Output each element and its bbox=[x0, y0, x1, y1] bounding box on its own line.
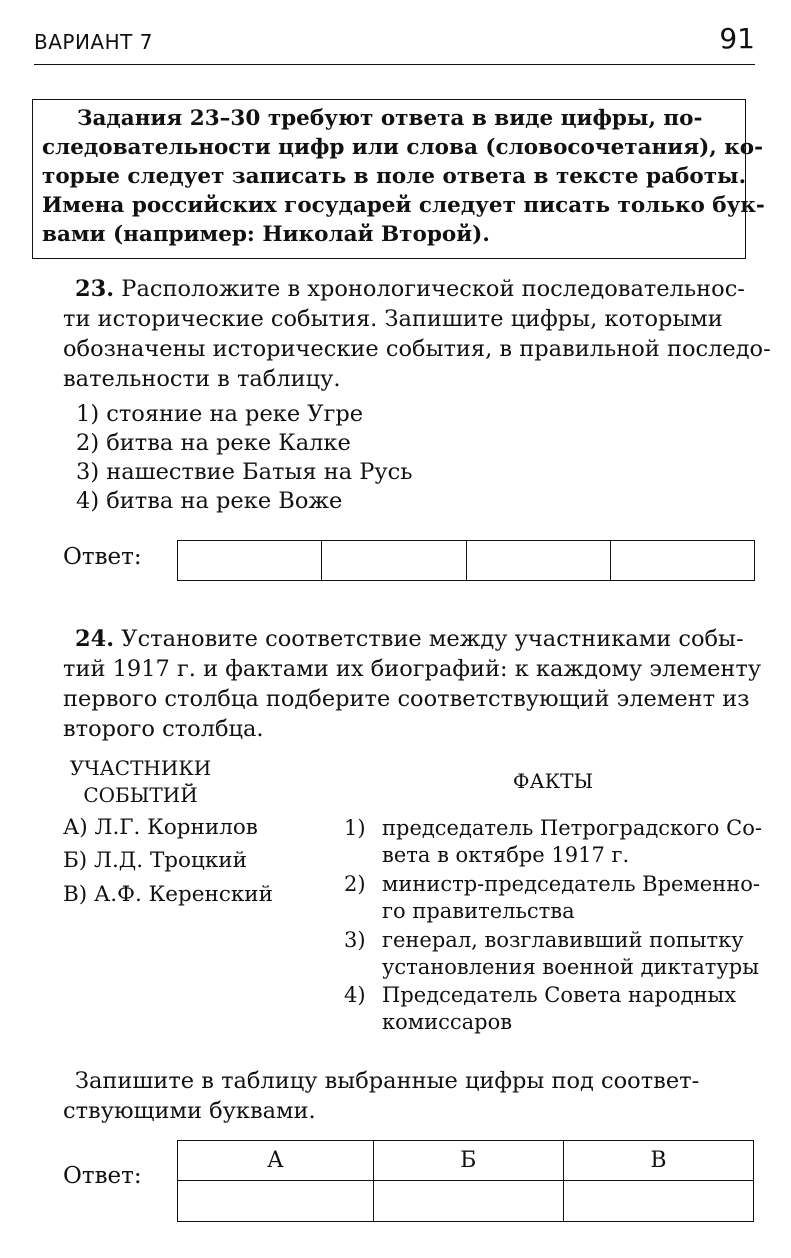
fact-line: установления военной диктатуры bbox=[382, 955, 759, 979]
q23-text-line: вательности в таблицу. bbox=[63, 366, 341, 392]
answer-cell[interactable] bbox=[178, 541, 322, 581]
instructions-line: Имена российских государей следует писать только бук- bbox=[42, 193, 765, 218]
q24-instruction-line: Запишите в таблицу выбранные цифры под соответ- bbox=[75, 1068, 700, 1094]
fact-number: 1) bbox=[344, 816, 366, 840]
participant-item: А) Л.Г. Корнилов bbox=[63, 815, 258, 840]
q23-option: 3) нашествие Батыя на Русь bbox=[76, 459, 413, 485]
q24-text-line: второго столбца. bbox=[63, 716, 264, 742]
instructions-box bbox=[32, 99, 765, 259]
q24-instruction-line: ствующими буквами. bbox=[63, 1098, 316, 1124]
instructions-line: торые следует записать в поле ответа в тексте работы. bbox=[42, 164, 747, 189]
answer-cell[interactable] bbox=[563, 1181, 753, 1222]
q23-answer-table bbox=[177, 540, 755, 581]
q24-text: 24. Установите соответствие между участниками собы- bbox=[75, 626, 744, 652]
instructions-line: Задания 23–30 требуют ответа в виде цифры, по- bbox=[77, 106, 703, 131]
q23-option: 2) битва на реке Калке bbox=[76, 430, 351, 456]
answer-cell[interactable] bbox=[466, 541, 610, 581]
q23-text-line: ти исторические события. Запишите цифры, которыми bbox=[63, 306, 723, 332]
header-divider bbox=[34, 64, 755, 65]
fact-line: вета в октябре 1917 г. bbox=[382, 843, 630, 867]
participant-item: В) А.Ф. Керенский bbox=[63, 882, 273, 907]
q23-number: 23. bbox=[75, 276, 115, 302]
q23-text: 23. Расположите в хронологической последовательнос- bbox=[75, 276, 745, 302]
answer-cell[interactable] bbox=[322, 541, 466, 581]
column-header-a: А bbox=[178, 1141, 374, 1181]
answer-cell[interactable] bbox=[178, 1181, 374, 1222]
fact-line: го правительства bbox=[382, 899, 575, 923]
fact-line: председатель Петроградского Со- bbox=[382, 816, 762, 840]
q23-answer-label: Ответ: bbox=[63, 544, 142, 570]
fact-line: Председатель Совета народных bbox=[382, 983, 737, 1007]
fact-number: 2) bbox=[344, 872, 366, 896]
variant-label: ВАРИАНТ 7 bbox=[34, 30, 153, 54]
fact-line: генерал, возглавивший попытку bbox=[382, 928, 744, 952]
fact-line: комиссаров bbox=[382, 1010, 513, 1034]
instructions-line: вами (например: Николай Второй). bbox=[42, 222, 490, 247]
answer-cell[interactable] bbox=[610, 541, 754, 581]
column-header-b: Б bbox=[373, 1141, 563, 1181]
q23-text-line: обозначены исторические события, в правильной последо- bbox=[63, 336, 771, 362]
q23-option: 4) битва на реке Воже bbox=[76, 488, 343, 514]
q24-answer-label: Ответ: bbox=[63, 1163, 142, 1189]
q24-text-line: первого столбца подберите соответствующий элемент из bbox=[63, 686, 750, 712]
answer-cell[interactable] bbox=[373, 1181, 563, 1222]
q23-option: 1) стояние на реке Угре bbox=[76, 401, 364, 427]
participant-item: Б) Л.Д. Троцкий bbox=[63, 848, 247, 873]
participants-header: УЧАСТНИКИ СОБЫТИЙ bbox=[69, 756, 212, 807]
page-number: 91 bbox=[719, 22, 755, 55]
instructions-line: следовательности цифр или слова (словосочетания), ко- bbox=[42, 135, 764, 160]
q24-answer-table bbox=[177, 1140, 754, 1222]
q24-number: 24. bbox=[75, 626, 115, 652]
q24-text-line: тий 1917 г. и фактами их биографий: к каждому элементу bbox=[63, 656, 762, 682]
fact-number: 4) bbox=[344, 983, 366, 1007]
facts-header: ФАКТЫ bbox=[512, 769, 594, 793]
fact-line: министр-председатель Временно- bbox=[382, 872, 760, 896]
column-header-v: В bbox=[563, 1141, 753, 1181]
fact-number: 3) bbox=[344, 928, 366, 952]
